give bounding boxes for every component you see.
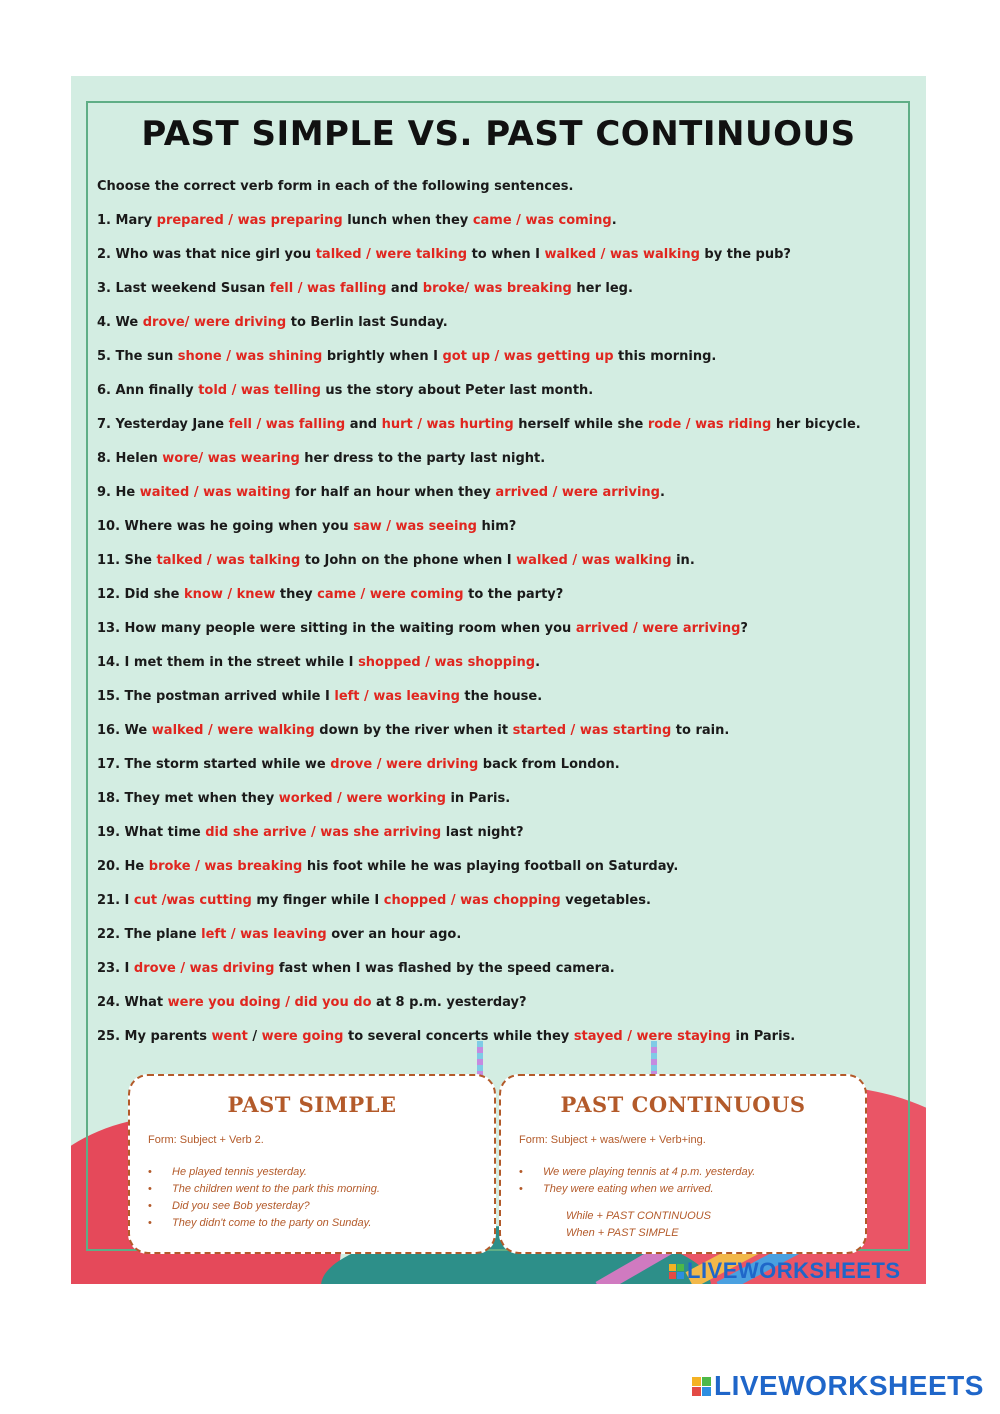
sentence-text: 6. Ann finally	[97, 383, 199, 398]
sentence-item	[97, 450, 861, 484]
sentence-text: in Paris.	[730, 1029, 796, 1044]
sentence-text: her bicycle.	[771, 417, 861, 432]
sentence-text: my finger while I	[251, 893, 384, 908]
sentence-text: at 8 p.m. yesterday?	[371, 995, 527, 1010]
verb-choice[interactable]: hurt / was hurting	[381, 417, 514, 432]
sentence-text: .	[660, 485, 665, 500]
sentence-text: to rain.	[671, 723, 730, 738]
sentence-text: 14. I met them in the street while I	[97, 655, 359, 670]
sentence-item	[97, 586, 861, 620]
past-simple-heading: PAST SIMPLE	[227, 1092, 397, 1117]
example-text: We were playing tennis at 4 p.m. yesterday.	[543, 1166, 756, 1178]
sentence-text: 10. Where was he going when you	[97, 519, 354, 534]
sentence-text: lunch when they	[342, 213, 473, 228]
sentence-text: for half an hour when they	[290, 485, 496, 500]
verb-choice[interactable]: fell / was falling	[228, 417, 346, 432]
liveworksheets-mark-icon	[669, 1264, 684, 1279]
verb-choice[interactable]: came / was coming	[472, 213, 612, 228]
example-text: The children went to the park this morning.	[172, 1183, 380, 1195]
sentence-text: this morning.	[613, 349, 717, 364]
example-text: He played tennis yesterday.	[172, 1166, 307, 1178]
verb-choice[interactable]: were you doing / did you do	[167, 995, 372, 1010]
sentence-text: .	[611, 213, 617, 228]
brand-name: LIVEWORKSHEETS	[687, 1258, 901, 1283]
sentence-text: fast when I was flashed by the speed camera.	[274, 961, 615, 976]
bullet-icon: •	[148, 1166, 152, 1178]
example-text: They didn't come to the party on Sunday.	[172, 1217, 372, 1229]
sentence-text: ?	[740, 621, 748, 636]
sentence-list	[97, 212, 861, 1062]
sentence-text: 24. What	[97, 995, 168, 1010]
sentence-text: vegetables.	[560, 893, 651, 908]
sentence-text: 15. The postman arrived while I	[97, 689, 335, 704]
past-continuous-box	[499, 1074, 867, 1254]
liveworksheets-logo	[669, 1258, 901, 1284]
bullet-icon: •	[148, 1200, 152, 1212]
sentence-text: to John on the phone when I	[300, 553, 517, 568]
bullet-icon: •	[148, 1217, 152, 1229]
verb-choice[interactable]: cut /was cutting	[133, 893, 252, 908]
sentence-item	[97, 552, 861, 586]
rule-while: While + PAST CONTINUOUS	[566, 1210, 711, 1222]
sentence-item	[97, 790, 861, 824]
verb-choice[interactable]: did she arrive / was she arriving	[205, 825, 442, 840]
sentence-item	[97, 314, 861, 348]
sentence-text: her leg.	[571, 281, 633, 296]
sentence-text: 21. I	[97, 893, 134, 908]
verb-choice[interactable]: broke/ was breaking	[422, 281, 572, 296]
verb-choice[interactable]: stayed / were staying	[573, 1029, 731, 1044]
example-text: Did you see Bob yesterday?	[172, 1200, 310, 1212]
sentence-text: 19. What time	[97, 825, 206, 840]
sentence-item	[97, 892, 861, 926]
verb-choice[interactable]: prepared / was preparing	[156, 213, 343, 228]
sentence-text: 17. The storm started while we	[97, 757, 331, 772]
sentence-text: 5. The sun	[97, 349, 178, 364]
rule-when: When + PAST SIMPLE	[566, 1227, 679, 1239]
example-item	[519, 1164, 755, 1181]
verb-choice[interactable]: arrived / were arriving	[575, 621, 741, 636]
example-item	[148, 1215, 380, 1232]
sentence-text: 16. We	[97, 723, 152, 738]
verb-choice[interactable]: shone / was shining	[177, 349, 323, 364]
sentence-text: 9. He	[97, 485, 140, 500]
sentence-item	[97, 858, 861, 892]
sentence-text: to when I	[467, 247, 545, 262]
sentence-text: over an hour ago.	[326, 927, 462, 942]
sentence-text: brightly when I	[322, 349, 443, 364]
sentence-item	[97, 688, 861, 722]
verb-choice[interactable]: drove / was driving	[133, 961, 275, 976]
verb-choice[interactable]: saw / was seeing	[353, 519, 477, 534]
sentence-text: 13. How many people were sitting in the waiting room when you	[97, 621, 576, 636]
verb-choice[interactable]: left / was leaving	[334, 689, 460, 704]
sentence-text: 11. She	[97, 553, 157, 568]
past-continuous-examples	[519, 1164, 755, 1198]
sentence-text: 25. My parents	[97, 1029, 212, 1044]
example-item	[148, 1164, 380, 1181]
bullet-icon: •	[519, 1183, 523, 1195]
verb-choice[interactable]: told / was telling	[198, 383, 321, 398]
sentence-text: 7. Yesterday Jane	[97, 417, 229, 432]
sentence-item	[97, 654, 861, 688]
past-simple-box	[128, 1074, 496, 1254]
verb-choice[interactable]: chopped / was chopping	[383, 893, 561, 908]
sentence-item	[97, 348, 861, 382]
sentence-text: by the pub?	[699, 247, 791, 262]
sentence-item	[97, 416, 861, 450]
example-text: They were eating when we arrived.	[543, 1183, 714, 1195]
sentence-item	[97, 484, 861, 518]
sentence-text: the house.	[459, 689, 543, 704]
instructions: Choose the correct verb form in each of the following sentences.	[97, 179, 574, 194]
sentence-text: 3. Last weekend Susan	[97, 281, 270, 296]
sentence-item	[97, 756, 861, 790]
sentence-text: to several concerts while they	[343, 1029, 574, 1044]
past-simple-examples	[148, 1164, 380, 1232]
verb-choice[interactable]: came / were coming	[317, 587, 464, 602]
sentence-text: 1. Mary	[97, 213, 157, 228]
sentence-text: 12. Did she	[97, 587, 184, 602]
sentence-text: his foot while he was playing football on Saturday.	[302, 859, 679, 874]
sentence-item	[97, 620, 861, 654]
brand-name: LIVEWORKSHEETS	[714, 1370, 984, 1401]
sentence-text: 18. They met when they	[97, 791, 279, 806]
sentence-item	[97, 212, 861, 246]
verb-choice[interactable]: walked / was walking	[544, 247, 700, 262]
verb-choice[interactable]: rode / was riding	[647, 417, 772, 432]
sentence-text: .	[535, 655, 541, 670]
sentence-text: /	[247, 1029, 262, 1044]
sentence-text: 2. Who was that nice girl you	[97, 247, 316, 262]
example-item	[148, 1181, 380, 1198]
sentence-text: 20. He	[97, 859, 149, 874]
verb-choice[interactable]: drove/ were driving	[142, 315, 287, 330]
sentence-item	[97, 824, 861, 858]
worksheet	[71, 76, 926, 1284]
sentence-text: 23. I	[97, 961, 134, 976]
liveworksheets-mark-icon	[692, 1377, 711, 1396]
sentence-text: to Berlin last Sunday.	[286, 315, 448, 330]
verb-choice[interactable]: talked / was talking	[156, 553, 301, 568]
sentence-item	[97, 960, 861, 994]
sentence-text: back from London.	[478, 757, 620, 772]
sentence-text: 4. We	[97, 315, 143, 330]
page-title: PAST SIMPLE VS. PAST CONTINUOUS	[141, 114, 856, 154]
verb-choice[interactable]: shopped / was shopping	[358, 655, 536, 670]
sentence-text: in.	[671, 553, 695, 568]
past-continuous-heading: PAST CONTINUOUS	[560, 1092, 806, 1117]
verb-choice[interactable]: talked / were talking	[315, 247, 468, 262]
sentence-item	[97, 926, 861, 960]
verb-choice[interactable]: waited / was waiting	[139, 485, 291, 500]
liveworksheets-footer-logo[interactable]	[692, 1370, 984, 1402]
sentence-text: 22. The plane	[97, 927, 202, 942]
sentence-item	[97, 382, 861, 416]
example-item	[148, 1198, 380, 1215]
sentence-item	[97, 722, 861, 756]
sentence-item	[97, 518, 861, 552]
sentence-text: herself while she	[513, 417, 648, 432]
sentence-text: they	[275, 587, 318, 602]
verb-choice[interactable]: started / was starting	[512, 723, 672, 738]
verb-choice[interactable]: arrived / were arriving	[495, 485, 660, 500]
sentence-text: in Paris.	[445, 791, 511, 806]
sentence-text: and	[386, 281, 423, 296]
verb-choice[interactable]: left / was leaving	[201, 927, 327, 942]
sentence-text: last night?	[441, 825, 524, 840]
sentence-text: down by the river when it	[314, 723, 513, 738]
verb-choice[interactable]: broke / was breaking	[148, 859, 303, 874]
verb-choice[interactable]: got up / was getting up	[442, 349, 614, 364]
verb-choice[interactable]: drove / were driving	[330, 757, 479, 772]
example-item	[519, 1181, 755, 1198]
sentence-text: her dress to the party last night.	[299, 451, 546, 466]
verb-choice[interactable]: went	[211, 1029, 248, 1044]
sentence-item	[97, 994, 861, 1028]
bullet-icon: •	[148, 1183, 152, 1195]
sentence-text: to the party?	[463, 587, 564, 602]
sentence-text: him?	[476, 519, 517, 534]
verb-choice[interactable]: wore/ was wearing	[162, 451, 300, 466]
verb-choice[interactable]: fell / was falling	[269, 281, 387, 296]
past-simple-form: Form: Subject + Verb 2.	[148, 1134, 264, 1146]
sentence-text: and	[345, 417, 382, 432]
verb-choice[interactable]: were going	[261, 1029, 344, 1044]
past-continuous-form: Form: Subject + was/were + Verb+ing.	[519, 1134, 706, 1146]
sentence-item	[97, 280, 861, 314]
verb-choice[interactable]: walked / were walking	[151, 723, 315, 738]
sentence-text: us the story about Peter last month.	[320, 383, 594, 398]
sentence-text: 8. Helen	[97, 451, 163, 466]
sentence-item	[97, 246, 861, 280]
bullet-icon: •	[519, 1166, 523, 1178]
verb-choice[interactable]: walked / was walking	[516, 553, 672, 568]
sentence-item	[97, 1028, 861, 1062]
verb-choice[interactable]: worked / were working	[278, 791, 446, 806]
verb-choice[interactable]: know / knew	[183, 587, 276, 602]
